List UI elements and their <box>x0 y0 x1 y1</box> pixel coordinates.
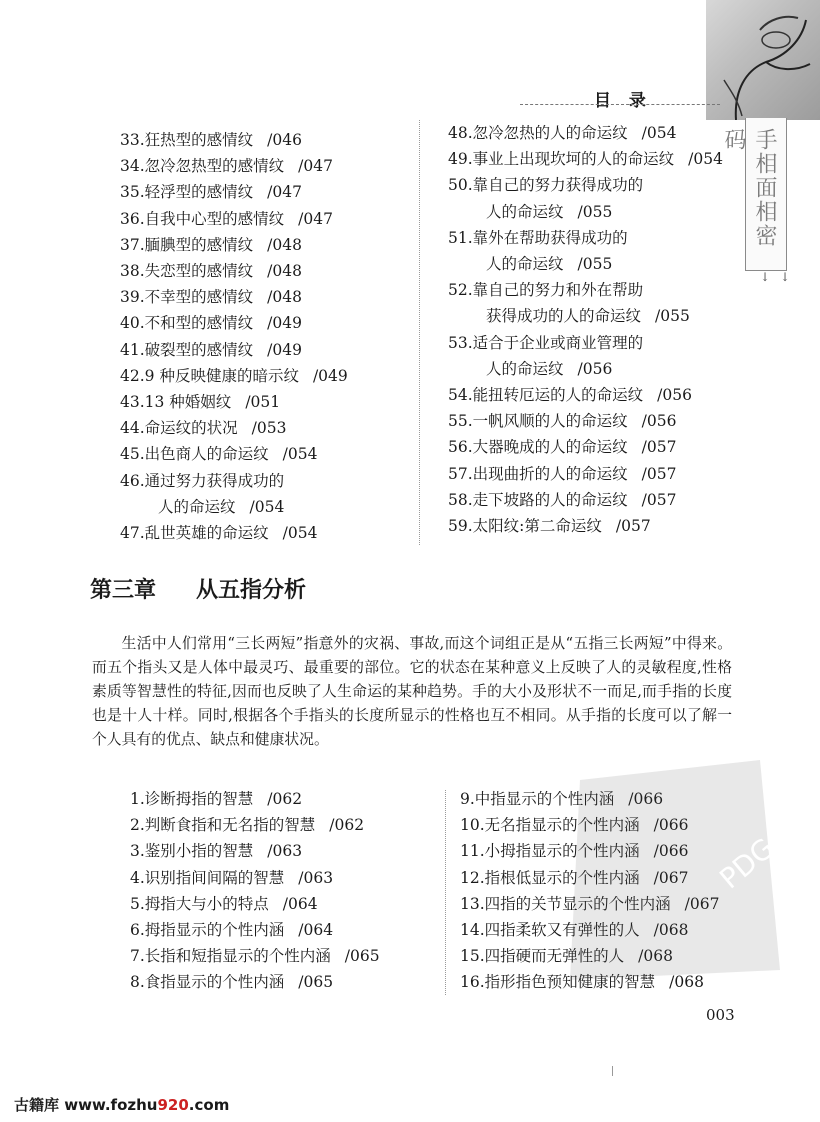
toc-entry-page: /056 <box>657 386 692 405</box>
toc-entry[interactable] <box>448 172 723 224</box>
toc-entry-page: /068 <box>653 921 689 940</box>
toc-entry[interactable] <box>448 487 723 513</box>
toc-entry-continuation <box>448 303 723 329</box>
toc-entry-continuation-text: 人的命运纹 <box>486 202 564 221</box>
watermark-text: PDG <box>713 831 781 896</box>
toc-entry-continuation-text: 获得成功的人的命运纹 <box>486 307 642 326</box>
toc-entry-page: /066 <box>653 816 689 835</box>
hand-sketch-icon <box>706 0 820 120</box>
toc-entry-page: /066 <box>628 790 664 808</box>
column-divider-top <box>419 120 420 545</box>
toc-entry[interactable] <box>120 284 348 310</box>
toc-entry-title: 44.命运纹的状况 <box>120 419 238 438</box>
toc-entry-page: /056 <box>577 359 613 378</box>
site-name: 古籍库 <box>14 1096 60 1114</box>
site-url-part: www.fozhu <box>64 1096 158 1114</box>
toc-entry-page: /063 <box>298 868 334 887</box>
toc-entry-page: /049 <box>312 366 348 385</box>
toc-entry-title: 8.食指显示的个性内涵 <box>130 973 285 992</box>
toc-entry-page: /053 <box>251 419 287 438</box>
toc-entry-page: /049 <box>267 314 302 333</box>
toc-entry-title: 5.拇指大与小的特点 <box>130 894 269 913</box>
book-title-vertical: 手相面相密码 <box>721 128 777 248</box>
toc-entry[interactable] <box>448 120 723 146</box>
toc-entry[interactable] <box>460 969 719 995</box>
toc-entry-title: 47.乱世英雄的命运纹 <box>120 524 269 543</box>
toc-entry[interactable] <box>448 330 723 382</box>
toc-entry-page: /064 <box>282 894 318 913</box>
toc-entry[interactable] <box>130 943 380 969</box>
toc-entry-title: 4.识别指间间隔的智慧 <box>130 868 285 887</box>
toc-entry[interactable] <box>120 363 348 389</box>
toc-list-top-left <box>120 127 348 546</box>
toc-entry[interactable] <box>120 337 348 363</box>
toc-list-top-right <box>448 120 723 539</box>
toc-entry-page: /047 <box>298 209 333 228</box>
toc-entry-title: 14.四指柔软又有弹性的人 <box>460 921 640 940</box>
toc-entry-page: /049 <box>267 340 302 359</box>
toc-entry[interactable] <box>448 277 723 329</box>
toc-entry-title: 50.靠自己的努力获得成功的 <box>448 176 644 195</box>
toc-entry[interactable] <box>460 917 719 943</box>
toc-entry[interactable] <box>448 225 723 277</box>
toc-entry-page: /048 <box>267 262 302 281</box>
toc-entry-title: 43.13 种婚姻纹 <box>120 393 232 412</box>
toc-entry[interactable] <box>460 943 719 969</box>
toc-entry[interactable] <box>120 441 348 467</box>
toc-entry[interactable] <box>448 408 723 434</box>
toc-entry-title: 15.四指硬而无弹性的人 <box>460 947 625 966</box>
chapter-number: 第三章 <box>90 578 157 603</box>
toc-entry-title: 46.通过努力获得成功的 <box>120 471 285 490</box>
toc-heading: 目 录 <box>594 91 652 111</box>
toc-entry[interactable] <box>448 382 723 408</box>
toc-entry-title: 2.判断食指和无名指的智慧 <box>130 816 316 835</box>
toc-entry-page: /067 <box>653 868 689 887</box>
toc-entry-page: /068 <box>638 947 673 966</box>
toc-entry[interactable] <box>120 389 348 415</box>
toc-entry-page: /068 <box>669 973 704 992</box>
toc-entry-continuation-text: 人的命运纹 <box>486 359 564 378</box>
toc-entry[interactable] <box>120 127 348 153</box>
toc-entry-title: 36.自我中心型的感情纹 <box>120 209 285 228</box>
toc-entry-title: 58.走下坡路的人的命运纹 <box>448 490 628 509</box>
toc-entry-title: 37.腼腆型的感情纹 <box>120 235 254 254</box>
toc-entry-page: /047 <box>267 183 302 202</box>
toc-entry-title: 49.事业上出现坎坷的人的命运纹 <box>448 150 675 169</box>
toc-entry-page: /056 <box>641 412 677 431</box>
toc-entry-title: 55.一帆风顺的人的命运纹 <box>448 412 628 431</box>
toc-list-bottom-left <box>130 786 380 996</box>
toc-entry-page: /057 <box>641 490 677 509</box>
toc-entry-page: /055 <box>577 255 613 274</box>
toc-entry[interactable] <box>120 153 348 179</box>
toc-entry[interactable] <box>130 865 380 891</box>
chapter-title: 从五指分析 <box>196 578 307 603</box>
toc-entry-title: 40.不和型的感情纹 <box>120 314 254 333</box>
toc-entry-title: 48.忽冷忽热的人的命运纹 <box>448 124 628 142</box>
toc-entry[interactable] <box>448 434 723 460</box>
toc-entry-page: /057 <box>641 464 677 483</box>
site-url-highlight: 920 <box>157 1096 189 1114</box>
toc-entry-title: 51.靠外在帮助获得成功的 <box>448 228 628 247</box>
toc-entry[interactable] <box>120 206 348 232</box>
toc-entry-title: 35.轻浮型的感情纹 <box>120 183 254 202</box>
toc-entry-continuation <box>448 356 723 382</box>
toc-entry-title: 12.指根低显示的个性内涵 <box>460 868 640 887</box>
toc-entry-page: /062 <box>267 790 303 808</box>
column-divider-bottom <box>445 790 446 995</box>
toc-entry-title: 53.适合于企业或商业管理的 <box>448 333 644 352</box>
side-tab <box>721 118 787 271</box>
toc-entry-title: 10.无名指显示的个性内涵 <box>460 816 640 835</box>
toc-entry-title: 3.鉴别小指的智慧 <box>130 842 254 861</box>
toc-entry-continuation-text: 人的命运纹 <box>158 497 236 516</box>
toc-entry[interactable] <box>130 969 380 995</box>
toc-entry[interactable] <box>460 865 719 891</box>
toc-entry-title: 16.指形指色预知健康的智慧 <box>460 973 656 992</box>
toc-entry[interactable] <box>448 146 723 172</box>
toc-entry-continuation <box>120 494 348 520</box>
toc-entry-title: 9.中指显示的个性内涵 <box>460 790 615 808</box>
toc-entry[interactable] <box>120 468 348 520</box>
toc-entry[interactable] <box>448 513 723 539</box>
toc-entry-page: /065 <box>298 973 334 992</box>
toc-entry-title: 6.拇指显示的个性内涵 <box>130 921 285 940</box>
toc-entry[interactable] <box>130 917 380 943</box>
toc-entry[interactable] <box>120 415 348 441</box>
toc-entry-title: 33.狂热型的感情纹 <box>120 131 254 149</box>
toc-entry-title: 41.破裂型的感情纹 <box>120 340 254 359</box>
toc-entry-title: 7.长指和短指显示的个性内涵 <box>130 947 331 966</box>
toc-list-bottom-right <box>460 786 719 996</box>
toc-entry-page: /054 <box>282 445 318 464</box>
toc-entry[interactable] <box>130 812 380 838</box>
toc-entry-page: /065 <box>344 947 380 966</box>
toc-entry[interactable] <box>460 838 719 864</box>
toc-entry-page: /054 <box>641 124 677 142</box>
toc-entry-page: /054 <box>249 497 285 516</box>
toc-entry-page: /067 <box>684 894 720 913</box>
toc-entry-continuation <box>448 251 723 277</box>
toc-entry-page: /057 <box>615 517 651 536</box>
toc-entry[interactable] <box>120 232 348 258</box>
toc-entry-title: 57.出现曲折的人的命运纹 <box>448 464 628 483</box>
toc-entry-page: /055 <box>577 202 613 221</box>
toc-entry-page: /057 <box>641 438 677 457</box>
header-divider <box>520 104 720 105</box>
toc-entry-page: /066 <box>653 842 689 861</box>
site-footer[interactable] <box>14 1094 229 1115</box>
toc-entry-page: /048 <box>267 235 302 254</box>
toc-entry-title: 11.小拇指显示的个性内涵 <box>460 842 640 861</box>
toc-entry-page: /054 <box>282 524 318 543</box>
toc-entry[interactable] <box>448 461 723 487</box>
toc-entry-title: 54.能扭转厄运的人的命运纹 <box>448 386 644 405</box>
toc-entry[interactable] <box>460 812 719 838</box>
chapter-intro: 生活中人们常用“三长两短”指意外的灾祸、事故,而这个词组正是从“五指三长两短”中得来。而五个指头又是人体中最灵巧、最重要的部位。它的状态在某种意义上反映了人的灵敏程度,性格素质等智慧性的特征,因而也反映了人生命运的某种趋势。手的大小及形状不一而足,而手指的长度也是十人十样。同时,根据各个手指头的长度所显示的性格也互不相同。从手指的长度可以了解一个人具有的优点、缺点和健康状况。 <box>92 635 732 748</box>
toc-entry-title: 34.忽冷忽热型的感情纹 <box>120 157 285 176</box>
toc-entry-page: /064 <box>298 921 334 940</box>
site-url-suffix: .com <box>188 1096 230 1114</box>
toc-entry-title: 59.太阳纹:第二命运纹 <box>448 517 602 536</box>
toc-entry[interactable] <box>120 310 348 336</box>
toc-entry[interactable] <box>120 520 348 546</box>
toc-entry-page: /048 <box>267 288 302 307</box>
toc-entry-page: /046 <box>267 131 302 149</box>
toc-entry-title: 13.四指的关节显示的个性内涵 <box>460 894 671 913</box>
footer-mark <box>612 1066 613 1076</box>
toc-entry-title: 38.失恋型的感情纹 <box>120 262 254 281</box>
down-arrows-icon: ↓↓ <box>760 270 801 284</box>
toc-entry-page: /054 <box>688 150 723 169</box>
toc-entry-title: 45.出色商人的命运纹 <box>120 445 269 464</box>
toc-entry-page: /063 <box>267 842 303 861</box>
toc-entry-title: 39.不幸型的感情纹 <box>120 288 254 307</box>
toc-entry[interactable] <box>130 891 380 917</box>
toc-entry-title: 42.9 种反映健康的暗示纹 <box>120 366 299 385</box>
toc-entry-continuation-text: 人的命运纹 <box>486 255 564 274</box>
toc-entry[interactable] <box>120 258 348 284</box>
toc-entry-title: 1.诊断拇指的智慧 <box>130 790 254 808</box>
toc-entry[interactable] <box>460 786 719 812</box>
toc-entry-page: /051 <box>245 393 281 412</box>
toc-entry[interactable] <box>130 838 380 864</box>
toc-entry-title: 56.大器晚成的人的命运纹 <box>448 438 628 457</box>
toc-entry-page: /055 <box>655 307 690 326</box>
toc-entry-page: /062 <box>329 816 365 835</box>
toc-entry[interactable] <box>130 786 380 812</box>
toc-entry-page: /047 <box>298 157 333 176</box>
hand-illustration <box>706 0 820 120</box>
toc-entry[interactable] <box>120 179 348 205</box>
chapter-heading <box>90 573 306 604</box>
toc-entry[interactable] <box>460 891 719 917</box>
toc-entry-continuation <box>448 199 723 225</box>
page-number: 003 <box>706 1006 735 1024</box>
toc-entry-title: 52.靠自己的努力和外在帮助 <box>448 281 644 300</box>
